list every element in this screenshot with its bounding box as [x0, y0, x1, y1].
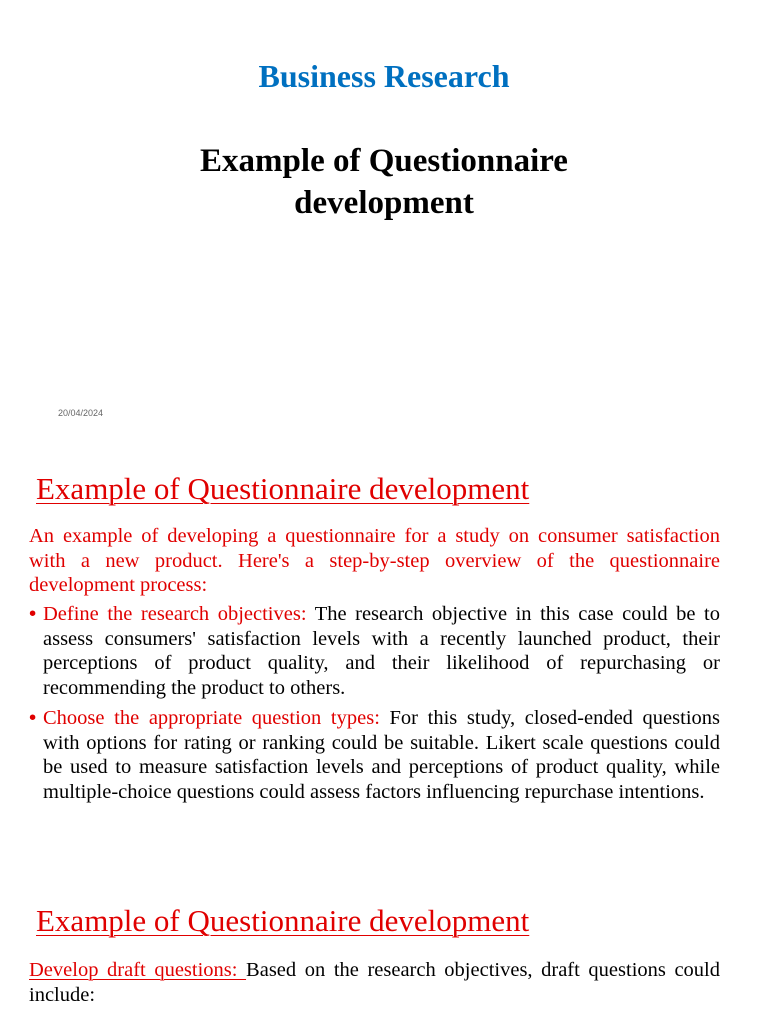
- slide-title: Business Research: [258, 58, 510, 94]
- draft-text: Based on the research objectives, draft questions could include:: [29, 959, 720, 1006]
- bullet-label: Choose the appropriate question types:: [43, 707, 380, 729]
- bullet-item: [29, 706, 720, 804]
- slide-date: 20/04/2024: [58, 408, 104, 418]
- subtitle-line-2: development: [294, 185, 474, 221]
- bullet-label: Define the research objectives:: [43, 603, 307, 625]
- bullet-text: The research objective in this case could be to assess consumers' satisfaction levels with a recently launched product, their perceptions of product quality, and their likelihood of repurchasing or recommending the product to others.: [43, 603, 720, 699]
- slide-subtitle: [0, 140, 768, 224]
- bullet-icon: •: [29, 602, 37, 625]
- bullet-item: [29, 602, 720, 700]
- bullet-icon: •: [29, 706, 37, 729]
- slide-heading: Example of Questionnaire development: [36, 471, 530, 506]
- title-slide: [0, 0, 768, 436]
- bullet-text: For this study, closed-ended questions with options for rating or ranking could be suitable. Likert scale questions could be used to measure satisfaction levels and perceptions of product quality, while multiple-choice questions could assess factors influencing repurchase intentions.: [43, 707, 720, 803]
- slide-heading: Example of Questionnaire development: [36, 903, 530, 938]
- draft-lead: Develop draft questions:: [29, 959, 247, 981]
- content-slide: [0, 880, 768, 1024]
- intro-paragraph: An example of developing a questionnaire for a study on consumer satisfaction with a new product. Here's a step-by-step overview of the questionnaire development process:: [29, 525, 720, 596]
- subtitle-line-1: Example of Questionnaire: [200, 143, 568, 179]
- draft-paragraph: [29, 958, 720, 1007]
- bullet-list: [29, 602, 720, 810]
- content-slide: [0, 448, 768, 868]
